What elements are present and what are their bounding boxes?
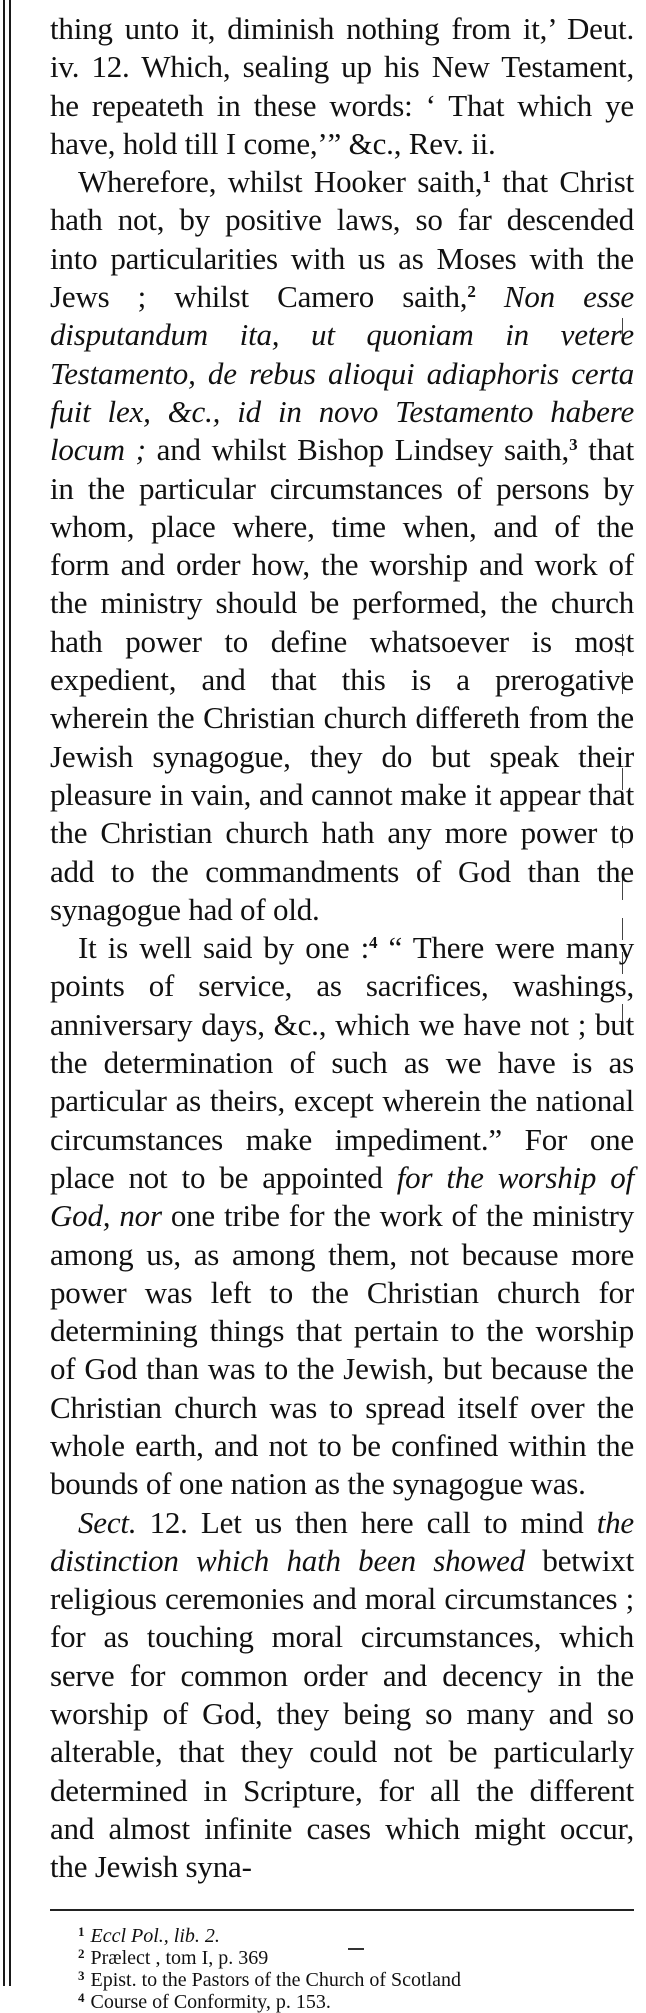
- text-run: [476, 279, 504, 314]
- text-run: thing unto it, diminish nothing from it,’ Deut. iv. 12. Which, sealing up his New Testament, he repeateth in these words: ‘ That which ye have, hold till I come,’” &c., Rev. ii.: [50, 11, 634, 161]
- footnote-number: 1: [78, 1923, 85, 1939]
- italic-text: the distinction which hath been showed: [50, 1504, 634, 1578]
- footnote-text: Prælect , tom I, p. 369: [90, 1946, 269, 1969]
- text-run: betwixt religious ceremonies and moral circumstances ; for as touching moral circumstances, which serve for common order and decency in the worship of God, they being so many and so alterable, that they could not be particularly determined in Scripture, for all the different and almost infinite cases which might occur, the Jewish syna-: [50, 1542, 634, 1885]
- text-run: that Christ hath not, by positive laws, so far descended into particularities with us as Moses with the Jews ; whilst Camero saith,: [50, 164, 634, 315]
- text-run: 12. Let us then here call to mind: [136, 1504, 597, 1540]
- footnote-rule: [50, 1909, 634, 1911]
- paragraph: [50, 1504, 634, 1887]
- footnote-ref: 1: [482, 167, 491, 187]
- italic-text: for the worship of God,: [50, 1159, 634, 1234]
- footnotes: [50, 1925, 634, 2013]
- footnote-number: 4: [78, 1989, 85, 2005]
- footnote-number: 3: [78, 1967, 85, 1983]
- footnote-ref: 4: [369, 933, 378, 953]
- page-content: [50, 10, 634, 2013]
- paragraph: [50, 929, 634, 1503]
- footnote-text: Epist. to the Pastors of the Church of Scotland: [90, 1968, 462, 1991]
- text-run: that in the particular circumstances of persons by whom, place where, time when, and of the form and order how, the worship and work of the ministry should be performed, the church hath power to define whatsoever is most expedient, and that this is a prerogative wherein the Christian church differeth from the Jewish synagogue, they do but speak their pleasure in vain, and cannot make it appear that the Christian church hath any more power to add to the commandments of God than the synagogue had of old.: [50, 432, 634, 927]
- footnote-ref: 3: [569, 435, 578, 455]
- footnote-ref: 2: [467, 282, 476, 302]
- margin-rule-inner: [9, 0, 11, 1986]
- footnote-number: 2: [78, 1945, 85, 1961]
- text-run: “ There were many points of service, as sacrifices, washings, anniversary days, &c., which we have not ; but the determination of such as we have is as particular as theirs, except wherein the national circumstances make impediment.” For one place not to be appointed: [50, 930, 634, 1195]
- footnote: [50, 1925, 634, 1947]
- footnote: [50, 1947, 634, 1969]
- italic-text: Sect.: [78, 1504, 137, 1540]
- text-run: Wherefore, whilst Hooker saith,: [78, 164, 483, 200]
- paragraph: [50, 163, 634, 929]
- text-run: It is well said by one :: [78, 930, 370, 966]
- footnote-text: Eccl Pol., lib. 2.: [90, 1924, 220, 1947]
- paragraph: [50, 10, 634, 163]
- margin-rule-outer: [3, 0, 5, 1986]
- text-run: one tribe for the work of the ministry among us, as among them, not because more power was left to the Christian church for determining things that pertain to the worship of God than was to the Jewish, but because the Christian church was to spread itself over the whole earth, and not to be confined within the bounds of one nation as the synagogue was.: [50, 1198, 634, 1502]
- page-end-mark: [348, 1948, 364, 1950]
- footnote: [50, 1991, 634, 2013]
- footnote-text: Course of Conformity, p. 153.: [90, 1990, 331, 2013]
- text-run: [110, 1198, 119, 1233]
- footnote: [50, 1969, 634, 1991]
- italic-text: nor: [119, 1198, 162, 1234]
- italic-text: Non esse disputandum ita, ut quoniam in vetere Testamento, de rebus alioqui adiaphoris certa fuit lex, &c., id in novo Testamento habere locum ;: [50, 279, 634, 468]
- body-text: [50, 10, 634, 1887]
- text-run: and whilst Bishop Lindsey saith,: [145, 432, 570, 468]
